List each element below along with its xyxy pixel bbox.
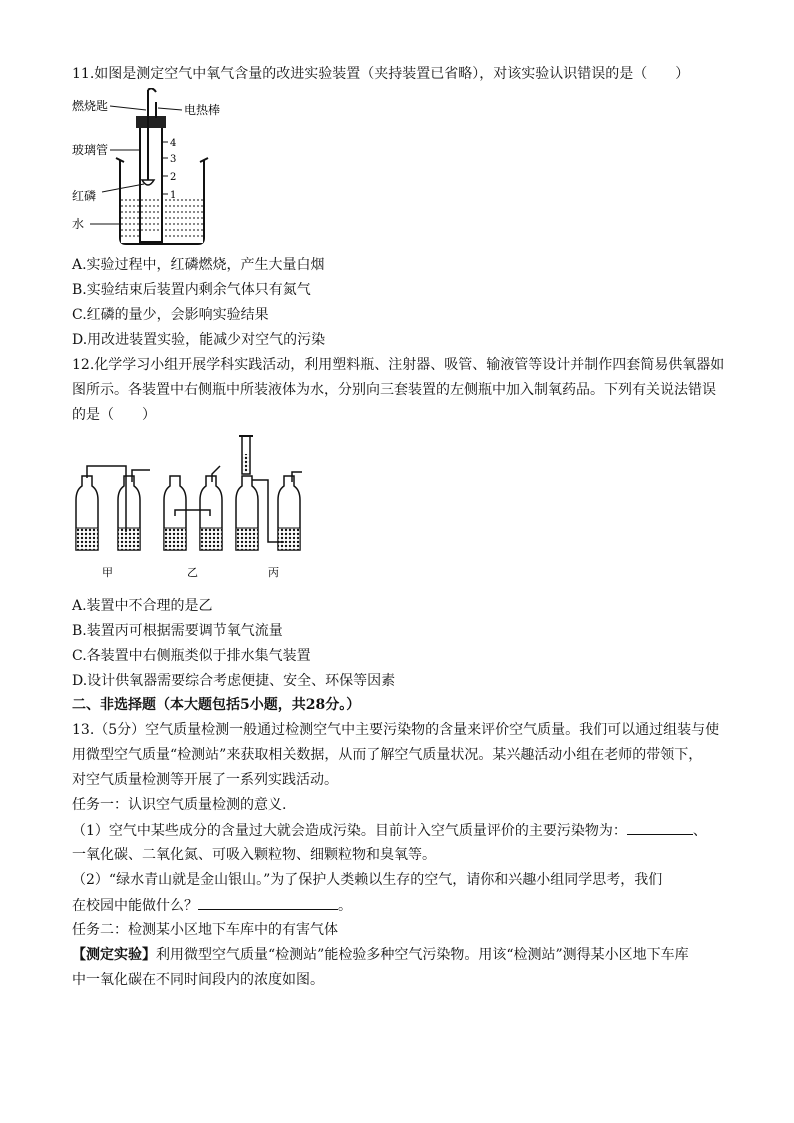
q13-part-2-line-1: （2）“绿水青山就是金山银山。”为了保护人类赖以生存的空气，请你和兴趣小组同学思考，我们: [72, 872, 663, 888]
q13-intro-line-1: 13.（5分）空气质量检测一般通过检测空气中主要污染物的含量来评价空气质量。我们可以通过组装与使: [72, 722, 720, 738]
q13-intro-line-2: 用微型空气质量“检测站”来获取相关数据，从而了解空气质量状况。某兴趣活动小组在老师的带领下，: [72, 747, 703, 763]
q12-oxygen-supply-figure: [72, 432, 332, 582]
q13-part-1: [72, 820, 707, 841]
label-bing: 丙: [268, 566, 279, 579]
q13-part-2-text: 在校园中能做什么？: [72, 898, 198, 914]
q13-experiment-line-2: 中一氧化碳在不同时间段内的浓度如图。: [72, 972, 324, 988]
mark-4: 4: [170, 138, 177, 149]
label-yi: 乙: [187, 566, 198, 579]
experiment-tag: 【测定实验】: [72, 947, 156, 963]
q11-option-d: D.用改进装置实验，能减少对空气的污染: [72, 332, 326, 348]
q11-stem: 11.如图是测定空气中氧气含量的改进实验装置（夹持装置已省略），对该实验认识错误的是（ ）: [72, 66, 690, 82]
answer-blank-campus-action[interactable]: [198, 895, 338, 910]
answer-blank-pollutant[interactable]: [627, 820, 693, 835]
label-rod: 电热棒: [184, 103, 221, 117]
q13-experiment-line-1: [72, 945, 689, 965]
q12-option-c: C.各装置中右侧瓶类似于排水集气装置: [72, 648, 311, 664]
bottle-pair-jia: [76, 466, 150, 550]
label-jia: 甲: [102, 566, 113, 579]
q12-option-a: A.装置中不合理的是乙: [72, 598, 213, 614]
mark-2: 2: [170, 172, 177, 183]
q13-part-1-continued: 一氧化碳、二氧化氮、可吸入颗粒物、细颗粒物和臭氧等。: [72, 847, 436, 863]
label-phosphorus: 红磷: [72, 189, 97, 203]
bottle-pair-yi: [164, 466, 222, 550]
q12-option-d: D.设计供氧器需要综合考虑便捷、安全、环保等因素: [72, 673, 396, 689]
experiment-text: 利用微型空气质量“检测站”能检验多种空气污染物。用该“检测站”测得某小区地下车库: [156, 947, 689, 963]
stopper: [136, 116, 166, 128]
q13-part-2-line-2: [72, 895, 352, 916]
q13-task-2: 任务二：检测某小区地下车库中的有害气体: [72, 922, 338, 938]
mark-3: 3: [170, 154, 177, 165]
q12-stem-line-1: 12.化学学习小组开展学科实践活动，利用塑料瓶、注射器、吸管、输液管等设计并制作四套简易供氧器如: [72, 357, 725, 373]
bottle-pair-bing: [236, 436, 302, 550]
q13-part-1-text: （1）空气中某些成分的含量过大就会造成污染。目前计入空气质量评价的主要污染物为：: [72, 823, 627, 839]
q13-task-1: 任务一：认识空气质量检测的意义.: [72, 797, 287, 813]
q12-stem-line-2: 图所示。各装置中右侧瓶中所装液体为水，分别向三套装置的左侧瓶中加入制氧药品。下列有关说法错误: [72, 382, 716, 398]
mark-1: 1: [170, 190, 177, 201]
q11-option-a: A.实验过程中，红磷燃烧，产生大量白烟: [72, 257, 325, 273]
q13-intro-line-3: 对空气质量检测等开展了一系列实践活动。: [72, 772, 338, 788]
q13-part-2-after: 。: [338, 898, 352, 914]
q13-part-1-after: 、: [692, 823, 707, 839]
q12-stem-line-3: 的是（ ）: [72, 407, 156, 423]
label-spoon: 燃烧匙: [72, 99, 109, 113]
q11-apparatus-figure: [72, 88, 252, 248]
q11-option-c: C.红磷的量少，会影响实验结果: [72, 307, 269, 323]
q12-option-b: B.装置丙可根据需要调节氧气流量: [72, 623, 283, 639]
q11-option-b: B.实验结束后装置内剩余气体只有氮气: [72, 282, 311, 298]
label-tube: 玻璃管: [72, 143, 109, 157]
section-heading: 二、非选择题（本大题包括5小题，共28分。）: [72, 697, 361, 713]
label-water: 水: [72, 217, 85, 231]
